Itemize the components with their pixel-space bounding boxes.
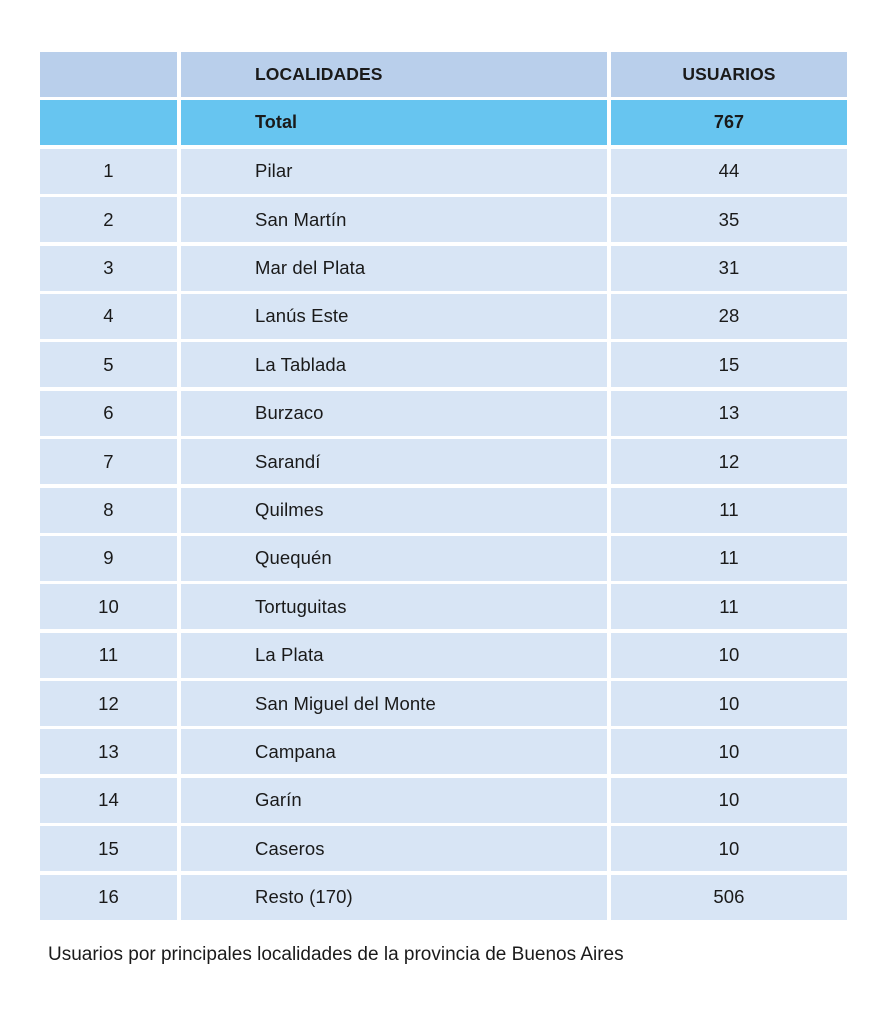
row-num: 9 xyxy=(40,536,177,581)
row-usuarios: 10 xyxy=(611,681,847,726)
header-usuarios: USUARIOS xyxy=(611,52,847,97)
row-usuarios: 11 xyxy=(611,584,847,629)
table-header-row xyxy=(40,52,847,97)
row-usuarios: 10 xyxy=(611,633,847,678)
row-localidad: Campana xyxy=(181,729,607,774)
table-row xyxy=(40,729,847,774)
table-row xyxy=(40,391,847,436)
table-row xyxy=(40,246,847,291)
row-num: 16 xyxy=(40,875,177,920)
table-body xyxy=(40,149,847,920)
total-value: 767 xyxy=(611,100,847,145)
table-row xyxy=(40,778,847,823)
table-row xyxy=(40,294,847,339)
row-usuarios: 10 xyxy=(611,729,847,774)
row-usuarios: 10 xyxy=(611,826,847,871)
table-row xyxy=(40,826,847,871)
table-row xyxy=(40,681,847,726)
table-row xyxy=(40,342,847,387)
header-num xyxy=(40,52,177,97)
row-usuarios: 35 xyxy=(611,197,847,242)
row-usuarios: 28 xyxy=(611,294,847,339)
row-localidad: San Martín xyxy=(181,197,607,242)
row-num: 15 xyxy=(40,826,177,871)
row-localidad: Quilmes xyxy=(181,488,607,533)
header-localidades: LOCALIDADES xyxy=(181,52,607,97)
row-num: 13 xyxy=(40,729,177,774)
table-row xyxy=(40,633,847,678)
row-usuarios: 10 xyxy=(611,778,847,823)
row-num: 5 xyxy=(40,342,177,387)
row-num: 12 xyxy=(40,681,177,726)
row-num: 1 xyxy=(40,149,177,194)
row-num: 7 xyxy=(40,439,177,484)
row-localidad: Resto (170) xyxy=(181,875,607,920)
row-num: 4 xyxy=(40,294,177,339)
table-row xyxy=(40,197,847,242)
row-usuarios: 11 xyxy=(611,536,847,581)
row-localidad: Quequén xyxy=(181,536,607,581)
row-num: 11 xyxy=(40,633,177,678)
row-num: 8 xyxy=(40,488,177,533)
total-label: Total xyxy=(181,100,607,145)
row-num: 6 xyxy=(40,391,177,436)
row-localidad: Pilar xyxy=(181,149,607,194)
row-localidad: Lanús Este xyxy=(181,294,607,339)
row-localidad: Burzaco xyxy=(181,391,607,436)
table-caption: Usuarios por principales localidades de la provincia de Buenos Aires xyxy=(48,944,624,965)
row-num: 3 xyxy=(40,246,177,291)
row-localidad: La Plata xyxy=(181,633,607,678)
table-total-row xyxy=(40,100,847,145)
row-usuarios: 506 xyxy=(611,875,847,920)
row-localidad: Garín xyxy=(181,778,607,823)
table-row xyxy=(40,875,847,920)
localidades-table xyxy=(40,52,847,923)
row-usuarios: 31 xyxy=(611,246,847,291)
row-usuarios: 11 xyxy=(611,488,847,533)
row-num: 10 xyxy=(40,584,177,629)
row-usuarios: 13 xyxy=(611,391,847,436)
row-usuarios: 44 xyxy=(611,149,847,194)
row-num: 2 xyxy=(40,197,177,242)
row-usuarios: 12 xyxy=(611,439,847,484)
row-localidad: Caseros xyxy=(181,826,607,871)
row-localidad: Mar del Plata xyxy=(181,246,607,291)
table-row xyxy=(40,439,847,484)
row-localidad: Sarandí xyxy=(181,439,607,484)
table-row xyxy=(40,149,847,194)
row-usuarios: 15 xyxy=(611,342,847,387)
row-localidad: San Miguel del Monte xyxy=(181,681,607,726)
total-num xyxy=(40,100,177,145)
row-num: 14 xyxy=(40,778,177,823)
row-localidad: Tortuguitas xyxy=(181,584,607,629)
row-localidad: La Tablada xyxy=(181,342,607,387)
table-row xyxy=(40,488,847,533)
table-row xyxy=(40,584,847,629)
table-row xyxy=(40,536,847,581)
